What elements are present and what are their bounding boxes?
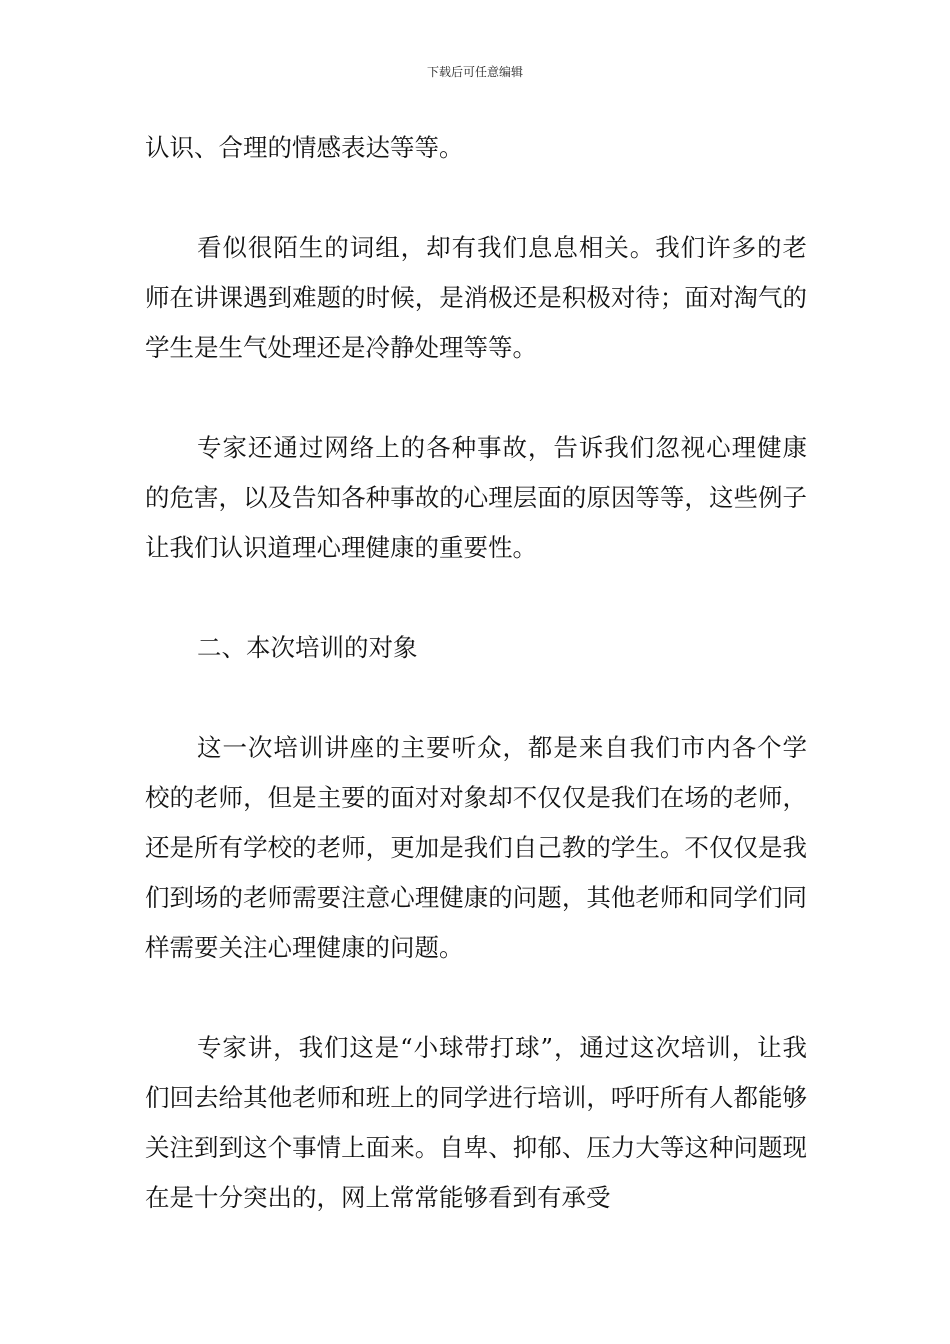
paragraph-spacer [145, 573, 807, 623]
paragraph-small-ball: 专家讲，我们这是“小球带打球”，通过这次培训，让我们回去给其他老师和班上的同学进行培训，呼吁所有人都能够关注到到这个事情上面来。自卑、抑郁、压力大等这种问题现在是十分突出的，网上常常能够看到有承受 [145, 1033, 807, 1212]
page-header: 下载后可任意编辑 [426, 65, 523, 79]
paragraph-spacer [145, 673, 807, 723]
paragraph-unfamiliar-terms: 看似很陌生的词组，却有我们息息相关。我们许多的老师在讲课遇到难题的时候，是消极还是积极对待；面对淘气的学生是生气处理还是冷静处理等等。 [145, 233, 807, 362]
paragraph-audience: 这一次培训讲座的主要听众，都是来自我们市内各个学校的老师，但是主要的面对对象却不仅仅是我们在场的老师，还是所有学校的老师，更加是我们自己教的学生。不仅仅是我们到场的老师需要注意心理健康的问题，其他老师和同学们同样需要关注心理健康的问题。 [145, 733, 807, 962]
paragraph-spacer [145, 173, 807, 223]
paragraph-continuation: 认识、合理的情感表达等等。 [145, 133, 464, 162]
document-body [145, 123, 807, 1223]
paragraph-spacer [145, 373, 807, 423]
section-heading-training-audience: 二、本次培训的对象 [197, 633, 418, 662]
paragraph-spacer [145, 973, 807, 1023]
paragraph-expert-accidents: 专家还通过网络上的各种事故，告诉我们忽视心理健康的危害，以及告知各种事故的心理层面的原因等等，这些例子让我们认识道理心理健康的重要性。 [145, 433, 807, 562]
